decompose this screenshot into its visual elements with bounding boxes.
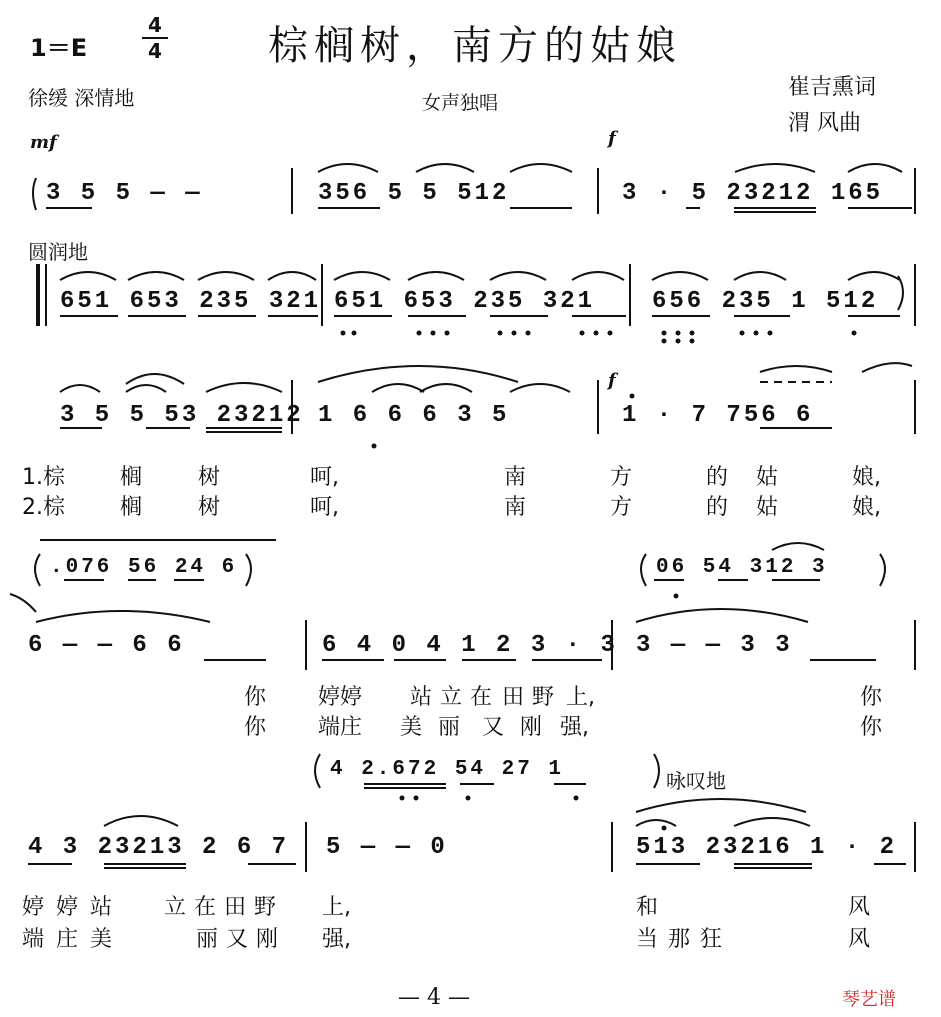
slur <box>35 554 40 586</box>
slur <box>490 272 546 280</box>
lyric-3-1-7: 姑 <box>756 465 779 490</box>
slur <box>772 543 824 550</box>
lyric-4-1-6: 野 <box>532 685 555 710</box>
measure-2-2: 651 653 235 321 <box>334 288 596 315</box>
dot <box>630 394 635 399</box>
slur <box>848 164 902 172</box>
lyric-3-2-2: 树 <box>198 495 221 520</box>
lyric-5-1-4: 风 <box>848 895 871 920</box>
lyric-4-1-1: 婷婷 <box>318 685 363 710</box>
lyric-3-2-0: 2.棕 <box>22 495 65 520</box>
slur <box>641 554 646 586</box>
voice-type: 女声独唱 <box>422 92 499 114</box>
lyric-4-1-8: 你 <box>860 685 883 710</box>
lyricist-credit: 崔吉熏词 <box>788 75 877 100</box>
lyric-3-2-8: 娘, <box>852 495 881 520</box>
lyric-5-1-1: 立在田野 <box>164 895 285 920</box>
slur <box>848 272 900 280</box>
dot <box>466 796 471 801</box>
dot <box>768 331 773 336</box>
lyric-4-1-3: 立 <box>440 685 463 710</box>
lyric-3-1-4: 南 <box>504 465 527 490</box>
dot <box>580 331 585 336</box>
slur <box>654 754 659 788</box>
expression-mark: 圆润地 <box>28 240 88 264</box>
lyric-3-1-5: 方 <box>610 465 633 490</box>
slur <box>318 366 518 382</box>
slur <box>760 366 832 372</box>
measure-3-3: 1 · 7 756 6 <box>622 402 814 429</box>
dot <box>352 331 357 336</box>
slur <box>126 374 184 384</box>
composer-credit: 渭 风曲 <box>788 111 861 136</box>
measure-4-2: 6 4 0 4 1 2 3 · 3 <box>322 632 618 659</box>
dot <box>608 331 613 336</box>
measure-2-3: 656 235 1 512 <box>652 288 879 315</box>
dot <box>852 331 857 336</box>
dot <box>676 331 681 336</box>
dynamic-f-2: f <box>608 370 616 391</box>
lyric-3-2-6: 的 <box>706 495 729 520</box>
slur <box>572 272 624 280</box>
dot <box>662 826 667 831</box>
lyric-5-2-2: 强, <box>322 927 351 952</box>
measure-3-1: 3 5 5 53 23212 <box>60 402 304 429</box>
dot <box>690 339 695 344</box>
slur <box>206 383 282 392</box>
slur <box>510 384 570 392</box>
measure-5-2: 5 — — 0 <box>326 834 448 861</box>
slur <box>10 594 36 612</box>
measure-5-3: 513 23216 1 · 2 <box>636 834 898 861</box>
slur <box>104 816 178 826</box>
lyric-4-2-5: 刚 <box>520 715 543 740</box>
lyric-3-2-5: 方 <box>610 495 633 520</box>
dot <box>372 444 377 449</box>
tempo-marking: 徐缓 深情地 <box>28 86 135 110</box>
dot <box>512 331 517 336</box>
key-signature: 1＝E <box>30 34 88 62</box>
dot <box>445 331 450 336</box>
lyric-4-2-4: 又 <box>482 715 505 740</box>
slur <box>198 272 254 280</box>
dot <box>417 331 422 336</box>
lyric-5-2-3: 当那狂 <box>636 927 733 952</box>
slur <box>636 820 676 826</box>
slur <box>372 384 424 392</box>
lyric-3-2-1: 榈 <box>120 495 143 520</box>
lyric-4-1-0: 你 <box>244 685 267 710</box>
lyric-5-1-2: 上, <box>322 895 351 920</box>
lyric-4-1-5: 田 <box>502 685 525 710</box>
dot <box>754 331 759 336</box>
interlude-4-1: .076 56 24 6 <box>50 556 238 579</box>
slur <box>36 611 210 622</box>
lyric-3-2-4: 南 <box>504 495 527 520</box>
interlude-5: 4 2.672 54 27 1 <box>330 758 565 781</box>
measure-5-1: 4 3 23213 2 6 7 <box>28 834 290 861</box>
slur <box>416 164 474 172</box>
lyric-5-2-1: 丽又刚 <box>196 927 287 952</box>
meter-top: 4 <box>148 13 162 37</box>
slur <box>60 272 116 280</box>
dot <box>498 331 503 336</box>
dot <box>662 331 667 336</box>
lyric-4-2-3: 丽 <box>438 715 461 740</box>
slur <box>33 178 36 210</box>
dot <box>674 594 679 599</box>
dot <box>690 331 695 336</box>
lyric-4-1-4: 在 <box>470 685 493 710</box>
song-title: 棕榈树，南方的姑娘 <box>268 23 682 69</box>
dot <box>740 331 745 336</box>
slur <box>408 272 464 280</box>
slur <box>880 554 885 586</box>
lyric-5-2-4: 风 <box>848 927 871 952</box>
dot <box>431 331 436 336</box>
slur <box>334 272 390 280</box>
slur <box>268 272 316 280</box>
dot <box>400 796 405 801</box>
measure-4-3: 3 — — 3 3 <box>636 632 793 659</box>
slur <box>636 799 806 812</box>
lyric-4-1-2: 站 <box>410 685 433 710</box>
meter-bottom: 4 <box>148 39 162 63</box>
page-number: — 4 — <box>398 985 470 1010</box>
slur <box>510 164 572 172</box>
slur <box>735 164 815 172</box>
watermark-logo: 琴艺谱 <box>842 989 896 1010</box>
slur <box>126 385 166 392</box>
lyric-5-1-3: 和 <box>636 895 659 920</box>
slur <box>862 363 912 372</box>
dynamic-f: f <box>608 128 616 149</box>
dot <box>574 796 579 801</box>
slur <box>315 754 320 788</box>
measure-1-3: 3 · 5 23212 165 <box>622 180 884 207</box>
slur <box>636 609 808 622</box>
slur <box>652 272 708 280</box>
lyric-5-1-0: 婷婷站 <box>22 895 125 920</box>
measure-3-2: 1 6 6 6 3 5 <box>318 402 510 429</box>
lyric-5-2-0: 端庄美 <box>22 927 125 952</box>
expression-mark-2: 咏叹地 <box>666 769 726 793</box>
slur <box>318 164 378 172</box>
lyric-3-1-2: 树 <box>198 465 221 490</box>
lyric-4-2-6: 强, <box>560 715 589 740</box>
slur <box>734 818 810 826</box>
lyric-4-2-1: 端庄 <box>318 715 363 740</box>
slur <box>60 385 100 392</box>
slur <box>734 272 786 280</box>
slur <box>246 554 251 586</box>
lyric-3-1-3: 呵, <box>310 465 339 490</box>
dot <box>676 339 681 344</box>
measure-4-1: 6 — — 6 6 <box>28 632 185 659</box>
dot <box>662 339 667 344</box>
lyric-4-2-0: 你 <box>244 715 267 740</box>
slur <box>128 272 184 280</box>
lyric-4-1-7: 上, <box>566 685 595 710</box>
dot <box>414 796 419 801</box>
interlude-4-2: 06 54 312 3 <box>656 556 828 579</box>
lyric-3-1-0: 1.棕 <box>22 465 65 490</box>
measure-1-1: 3 5 5 — — <box>46 180 203 207</box>
measure-2-1: 651 653 235 321 <box>60 288 322 315</box>
lyric-4-2-2: 美 <box>400 715 423 740</box>
lyric-3-2-7: 姑 <box>756 495 779 520</box>
dot <box>341 331 346 336</box>
dynamic-mf: mf <box>30 132 57 153</box>
slur <box>898 276 903 310</box>
measure-1-2: 356 5 5 512 <box>318 180 510 207</box>
dot <box>526 331 531 336</box>
lyric-3-2-3: 呵, <box>310 495 339 520</box>
dot <box>594 331 599 336</box>
lyric-4-2-7: 你 <box>860 715 883 740</box>
lyric-3-1-8: 娘, <box>852 465 881 490</box>
slur <box>420 384 472 392</box>
lyric-3-1-1: 榈 <box>120 465 143 490</box>
lyric-3-1-6: 的 <box>706 465 729 490</box>
